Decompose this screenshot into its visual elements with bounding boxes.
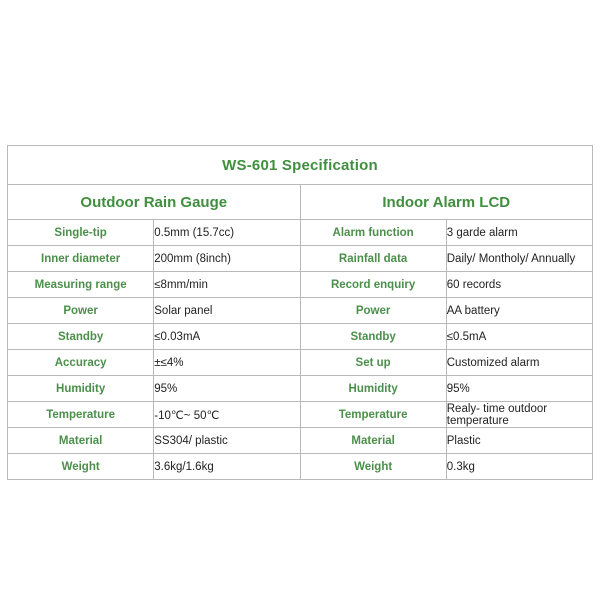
table-row (8, 376, 593, 402)
row-label-left: Standby (8, 324, 154, 350)
table-row (8, 350, 593, 376)
table-row (8, 324, 593, 350)
row-value-left: Solar panel (154, 298, 300, 324)
row-value-left: ≤8mm/min (154, 272, 300, 298)
row-value-right: 95% (446, 376, 592, 402)
row-value-left: 200mm (8inch) (154, 246, 300, 272)
specification-table (7, 145, 593, 480)
row-label-right: Humidity (300, 376, 446, 402)
row-value-right: 3 garde alarm (446, 220, 592, 246)
row-value-left: SS304/ plastic (154, 428, 300, 454)
row-value-right: Plastic (446, 428, 592, 454)
row-value-right: ≤0.5mA (446, 324, 592, 350)
row-value-right: AA battery (446, 298, 592, 324)
row-label-right: Rainfall data (300, 246, 446, 272)
table-row (8, 246, 593, 272)
table-row (8, 220, 593, 246)
table-row (8, 428, 593, 454)
section-heading-outdoor: Outdoor Rain Gauge (8, 185, 301, 220)
row-value-right: Realy- time outdoor temperature (446, 402, 592, 428)
row-value-left: 3.6kg/1.6kg (154, 454, 300, 480)
row-label-right: Material (300, 428, 446, 454)
row-label-right: Alarm function (300, 220, 446, 246)
table-row (8, 298, 593, 324)
row-label-right: Standby (300, 324, 446, 350)
row-value-left: ±≤4% (154, 350, 300, 376)
row-label-left: Inner diameter (8, 246, 154, 272)
table-section-heading-row (8, 185, 593, 220)
row-label-left: Humidity (8, 376, 154, 402)
row-value-right: Customized alarm (446, 350, 592, 376)
row-label-left: Measuring range (8, 272, 154, 298)
row-value-left: 0.5mm (15.7cc) (154, 220, 300, 246)
row-value-left: ≤0.03mA (154, 324, 300, 350)
row-label-left: Weight (8, 454, 154, 480)
page-title: WS-601 Specification (8, 146, 593, 185)
table-row (8, 454, 593, 480)
row-label-right: Weight (300, 454, 446, 480)
row-label-left: Single-tip (8, 220, 154, 246)
row-label-left: Accuracy (8, 350, 154, 376)
row-value-right: Daily/ Montholy/ Annually (446, 246, 592, 272)
row-value-right: 60 records (446, 272, 592, 298)
section-heading-indoor: Indoor Alarm LCD (300, 185, 593, 220)
table-row (8, 402, 593, 428)
row-label-left: Temperature (8, 402, 154, 428)
row-label-left: Power (8, 298, 154, 324)
row-value-left: 95% (154, 376, 300, 402)
table-title-row (8, 146, 593, 185)
row-label-right: Set up (300, 350, 446, 376)
row-value-left: -10℃~ 50℃ (154, 402, 300, 428)
row-label-right: Temperature (300, 402, 446, 428)
row-label-left: Material (8, 428, 154, 454)
table-row (8, 272, 593, 298)
row-label-right: Power (300, 298, 446, 324)
row-label-right: Record enquiry (300, 272, 446, 298)
row-value-right: 0.3kg (446, 454, 592, 480)
